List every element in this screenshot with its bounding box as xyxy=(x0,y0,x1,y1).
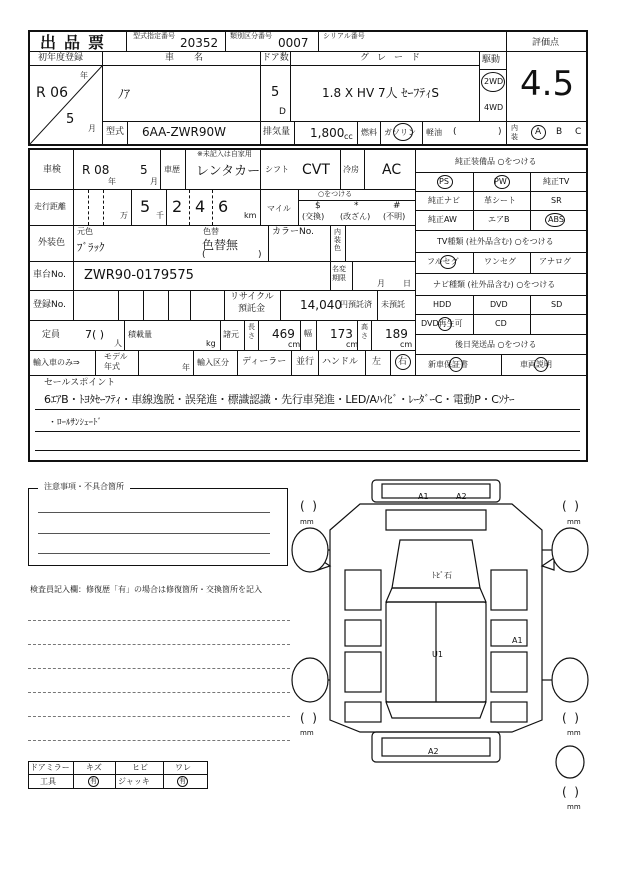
nav-hdd: HDD xyxy=(433,300,452,309)
import-cat-label: 輸入区分 xyxy=(197,358,229,367)
mm-fr: mm xyxy=(567,518,581,526)
bracket-fr: ( ) xyxy=(562,499,579,513)
chassis: ZWR90-0179575 xyxy=(84,268,194,283)
color-label: 外装色 xyxy=(38,238,66,248)
displacement-unit: cc xyxy=(344,132,353,141)
color-paren-close: ) xyxy=(258,250,262,260)
equipment-title: 純正装備品 ○をつける xyxy=(455,157,537,166)
mm-spare: mm xyxy=(567,803,581,811)
parts-scratch: キズ xyxy=(86,763,102,772)
displacement-label: 排気量 xyxy=(263,127,291,137)
later-title: 後日発送品 ○をつける xyxy=(455,340,537,349)
handle-left: 左 xyxy=(372,357,382,367)
inspection-month: 5 xyxy=(140,163,148,177)
parts-have-1: 有 xyxy=(90,777,97,785)
notes-box xyxy=(28,488,288,566)
odo-tamper: (改ざん) xyxy=(340,212,371,221)
bracket-rl: ( ) xyxy=(300,711,317,725)
drive-4wd: 4WD xyxy=(484,103,504,112)
later-manual: 車両説明 xyxy=(520,360,552,369)
mileage-label: 走行距離 xyxy=(34,202,66,211)
bracket-spare: ( ) xyxy=(562,785,579,799)
recycle-unit: 円預託済 xyxy=(340,300,372,309)
mile-label: マイル xyxy=(267,204,291,213)
parts-tools: 工具 xyxy=(40,777,56,786)
load-label: 積載量 xyxy=(128,330,152,339)
parts-have-2: 有 xyxy=(179,777,186,785)
diag-chip: ﾄﾋﾞ石 xyxy=(432,571,452,580)
mileage-digit-1: 5 xyxy=(140,197,151,216)
color-paren-open: ( xyxy=(202,250,206,260)
rating: 4.5 xyxy=(520,64,575,104)
width: 173 xyxy=(330,327,353,341)
w-label: 幅 xyxy=(304,329,312,338)
h-label: 高さ xyxy=(361,323,368,340)
interior-c: C xyxy=(575,127,582,137)
diag-a2-rear: A2 xyxy=(428,747,439,756)
tv-analog: アナログ xyxy=(539,257,571,266)
equip-abs: ABS xyxy=(548,215,564,224)
category: 0007 xyxy=(278,36,309,50)
nc-day: 日 xyxy=(403,279,411,288)
history: レンタカー xyxy=(196,164,261,179)
equip-pw: PW xyxy=(494,177,507,186)
nav-cd: CD xyxy=(495,319,507,328)
tv-fullseg: フルセグ xyxy=(427,257,459,266)
first-reg-month: 5 xyxy=(66,112,75,127)
capacity: 7( ) xyxy=(85,328,105,341)
doors: 5 xyxy=(271,85,280,100)
history-label: 車歴 xyxy=(164,165,180,174)
parts-crack: ヒビ xyxy=(132,763,148,772)
year-unit: 年 xyxy=(182,363,190,372)
capacity-unit: 人 xyxy=(114,339,122,348)
fuel-paren: ( xyxy=(453,127,457,137)
bracket-rr: ( ) xyxy=(562,711,579,725)
equip-airbag: エアB xyxy=(488,215,510,224)
fuel-gas: ガソリン xyxy=(384,128,416,137)
dealer: ディーラー xyxy=(242,357,287,367)
recycle-label-1: リサイクル xyxy=(230,292,274,302)
doors-label: ドア数 xyxy=(262,53,289,63)
model-year-label: モデル年式 xyxy=(104,352,128,371)
load-unit: kg xyxy=(206,339,216,348)
sales-line-1: 6ｴｱB・ﾄﾖﾀｾｰﾌﾃｨ・車線逸脱・誤発進・標識認識・先行車発進・LED/Aﾊｲﾋﾞ・ﾚｰﾀﾞｰC・電動P・Cｿﾅｰ xyxy=(44,393,515,406)
handle-right: 右 xyxy=(398,357,408,367)
dims-label: 諸元 xyxy=(223,330,239,339)
displacement: 1,800 xyxy=(310,126,345,140)
sales-label: セールスポイント xyxy=(44,378,116,388)
len-label: 長さ xyxy=(248,323,255,340)
parallel: 並行 xyxy=(296,357,315,367)
notes-label: 注意事項・不具合箇所 xyxy=(44,482,124,491)
km-mark: km xyxy=(244,211,257,220)
tv-title: TV種類 (社外品含む) ○をつける xyxy=(437,237,554,246)
model-designation: 20352 xyxy=(180,36,219,50)
odo-star: * xyxy=(354,201,359,211)
diag-a1-front: A1 xyxy=(418,492,429,501)
first-reg-era: R 06 xyxy=(36,85,68,101)
nc-month: 月 xyxy=(377,279,385,288)
name-label: 車名 xyxy=(165,53,224,63)
mileage-digit-2: 2 xyxy=(172,197,183,216)
mm-rl: mm xyxy=(300,729,314,737)
mileage-digit-4: 6 xyxy=(218,197,229,216)
inspector-note: 検査員記入欄：修復歴「有」の場合は修復箇所・交換箇所を記入 xyxy=(30,585,262,594)
drive-2wd: 2WD xyxy=(484,77,504,86)
drive-label: 駆動 xyxy=(482,55,501,65)
model-label: 型式 xyxy=(106,127,125,137)
later-warranty: 新車保証書 xyxy=(428,360,468,369)
interior-b: B xyxy=(556,127,563,137)
length-unit: cm xyxy=(288,340,301,349)
model-designation-label: 型式指定番号 xyxy=(133,32,175,40)
handle-label: ハンドル xyxy=(322,357,359,367)
orig-color-label: 元色 xyxy=(77,227,93,236)
odo-dollar: $ xyxy=(315,201,321,211)
color: ﾌﾞﾗｯｸ xyxy=(77,241,105,254)
import-label: 輸入車のみ⇒ xyxy=(33,358,80,367)
height: 189 xyxy=(385,327,408,341)
interior-label: 内装 xyxy=(511,124,518,141)
month-mark: 月 xyxy=(88,124,96,133)
category-label: 類別区分番号 xyxy=(230,32,272,40)
shift: CVT xyxy=(302,162,330,178)
fuel-light: 軽油 xyxy=(426,128,442,137)
nav-dvd: DVD xyxy=(490,300,508,309)
form-title: 出品票 xyxy=(40,33,113,52)
equip-tv: 純正TV xyxy=(543,177,570,186)
diag-a1-side: A1 xyxy=(512,636,523,645)
name-change-label: 名変期限 xyxy=(332,265,346,282)
color-no-label: 色替 xyxy=(203,227,219,236)
odo-swap: (交換) xyxy=(302,212,325,221)
inspection-year-mark: 年 xyxy=(108,177,116,186)
cooling: AC xyxy=(382,162,402,178)
equip-nav: 純正ナビ xyxy=(428,196,460,205)
height-unit: cm xyxy=(400,340,413,349)
diag-a2-front: A2 xyxy=(456,492,467,501)
parts-crack2: ワレ xyxy=(175,763,191,772)
fuel-paren-close: ) xyxy=(498,127,502,137)
equip-leather: 革シート xyxy=(484,196,516,205)
cooling-label: 冷房 xyxy=(343,165,359,174)
color-change: 色替無 xyxy=(202,238,239,252)
sen-mark: 千 xyxy=(156,211,164,220)
reg-label: 登録No. xyxy=(33,300,66,310)
odo-circle-note: ○をつける xyxy=(318,190,353,198)
mm-fl: mm xyxy=(300,518,314,526)
bracket-fl: ( ) xyxy=(300,499,317,513)
inspection-label: 車検 xyxy=(43,165,62,175)
grade-label: グレード xyxy=(360,53,429,63)
recycle-label-2: 預託金 xyxy=(238,304,266,314)
odo-hash: # xyxy=(393,201,401,211)
width-unit: cm xyxy=(346,340,359,349)
capacity-label: 定員 xyxy=(42,330,61,340)
inspection-month-mark: 月 xyxy=(150,177,158,186)
length: 469 xyxy=(272,327,295,341)
tv-oneseg: ワンセグ xyxy=(484,257,516,266)
year-mark: 年 xyxy=(80,71,88,80)
inspection: R 08 xyxy=(82,163,110,177)
nav-dvd-play: DVD再生可 xyxy=(421,319,463,328)
colorno-label: カラーNo. xyxy=(272,227,314,237)
grade: 1.8 X HV 7人 ｾｰﾌﾃｨS xyxy=(322,86,440,100)
model: 6AA-ZWR90W xyxy=(142,125,227,139)
equip-sr: SR xyxy=(551,196,562,205)
vehicle-name: ﾉｱ xyxy=(118,87,131,101)
nav-title: ナビ種類 (社外品含む) ○をつける xyxy=(433,280,556,289)
parts-mirror: ドアミラー xyxy=(30,763,70,772)
chassis-label: 車台No. xyxy=(33,270,66,280)
interior-color-label: 内装色 xyxy=(334,228,341,252)
mileage-digit-3: 4 xyxy=(195,197,206,216)
history-note: ※未記入は自家用 xyxy=(197,150,252,158)
man-mark: 万 xyxy=(120,211,128,220)
parts-jack: ジャッキ xyxy=(118,777,150,786)
fuel-label: 燃料 xyxy=(361,128,377,137)
equip-aw: 純正AW xyxy=(428,215,457,224)
shift-label: シフト xyxy=(265,165,289,174)
mm-rr: mm xyxy=(567,729,581,737)
rating-label: 評価点 xyxy=(532,38,560,48)
equip-ps: PS xyxy=(439,177,449,186)
diag-u1: U1 xyxy=(432,650,443,659)
serial-label: シリアル番号 xyxy=(323,32,365,40)
odo-unknown: (不明) xyxy=(383,212,406,221)
sales-line-2: ・ﾛｰﾙｻﾝｼｪｰﾄﾞ xyxy=(48,418,103,428)
interior-a: A xyxy=(535,127,542,137)
recycle-amount: 14,040 xyxy=(300,298,342,312)
door-type: D xyxy=(279,107,286,117)
recycle-none: 未預託 xyxy=(381,300,405,309)
car-damage-diagram xyxy=(290,470,590,810)
first-reg-label: 初年度登録 xyxy=(38,53,84,63)
nav-sd: SD xyxy=(551,300,563,309)
